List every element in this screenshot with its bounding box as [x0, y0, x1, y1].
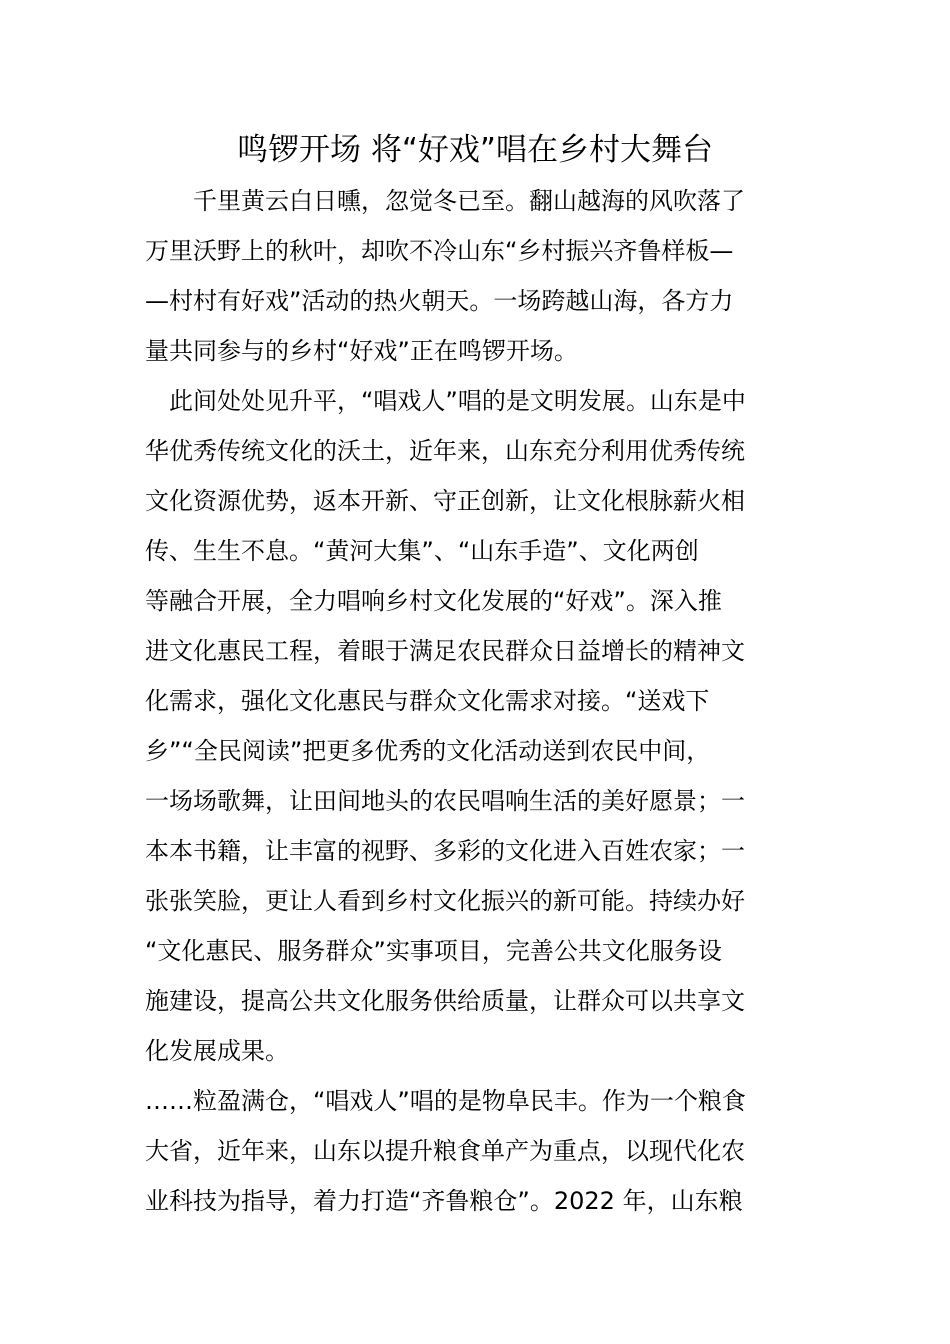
- text-line: 大省，近年来，山东以提升粮食单产为重点，以现代化农: [145, 1137, 745, 1165]
- text-line: —村村有好戏”活动的热火朝天。一场跨越山海，各方力: [145, 287, 734, 315]
- text-line: 业科技为指导，着力打造“齐鲁粮仓”。2022 年，山东粮: [145, 1187, 743, 1215]
- text-line: 一场场歌舞，让田间地头的农民唱响生活的美好愿景；一: [145, 787, 745, 815]
- text-line: 文化资源优势，返本开新、守正创新，让文化根脉薪火相: [145, 487, 745, 515]
- text-line: 量共同参与的乡村“好戏”正在鸣锣开场。: [145, 337, 578, 365]
- text-line: 张张笑脸，更让人看到乡村文化振兴的新可能。持续办好: [145, 887, 745, 915]
- text-line: “文化惠民、服务群众”实事项目，完善公共文化服务设: [145, 937, 722, 965]
- document-title: 鸣锣开场 将“好戏”唱在乡村大舞台: [237, 132, 713, 168]
- text-line: 此间处处见升平，“唱戏人”唱的是文明发展。山东是中: [145, 387, 746, 415]
- text-line: 万里沃野上的秋叶，却吹不冷山东“乡村振兴齐鲁样板—: [145, 237, 734, 265]
- paragraph-culture: [145, 376, 845, 1076]
- text-line: 千里黄云白日曛，忽觉冬已至。翻山越海的风吹落了: [145, 187, 745, 215]
- paragraph-grain: [145, 1076, 845, 1226]
- text-line: 进文化惠民工程，着眼于满足农民群众日益增长的精神文: [145, 637, 745, 665]
- paragraph-intro: [145, 176, 845, 376]
- text-line: 施建设，提高公共文化服务供给质量，让群众可以共享文: [145, 987, 745, 1015]
- text-line: 等融合开展，全力唱响乡村文化发展的“好戏”。深入推: [145, 587, 722, 615]
- text-line: 本本书籍，让丰富的视野、多彩的文化进入百姓农家；一: [145, 837, 745, 865]
- text-line: 化需求，强化文化惠民与群众文化需求对接。“送戏下: [145, 687, 710, 715]
- text-line: 传、生生不息。“黄河大集”、“山东手造”、文化两创: [145, 537, 699, 565]
- text-line: 乡”“全民阅读”把更多优秀的文化活动送到农民中间，: [145, 737, 711, 765]
- text-line: 华优秀传统文化的沃土，近年来，山东充分利用优秀传统: [145, 437, 745, 465]
- text-line: ……粒盈满仓，“唱戏人”唱的是物阜民丰。作为一个粮食: [145, 1087, 746, 1115]
- document-body: [145, 176, 845, 1226]
- text-line: 化发展成果。: [145, 1037, 289, 1065]
